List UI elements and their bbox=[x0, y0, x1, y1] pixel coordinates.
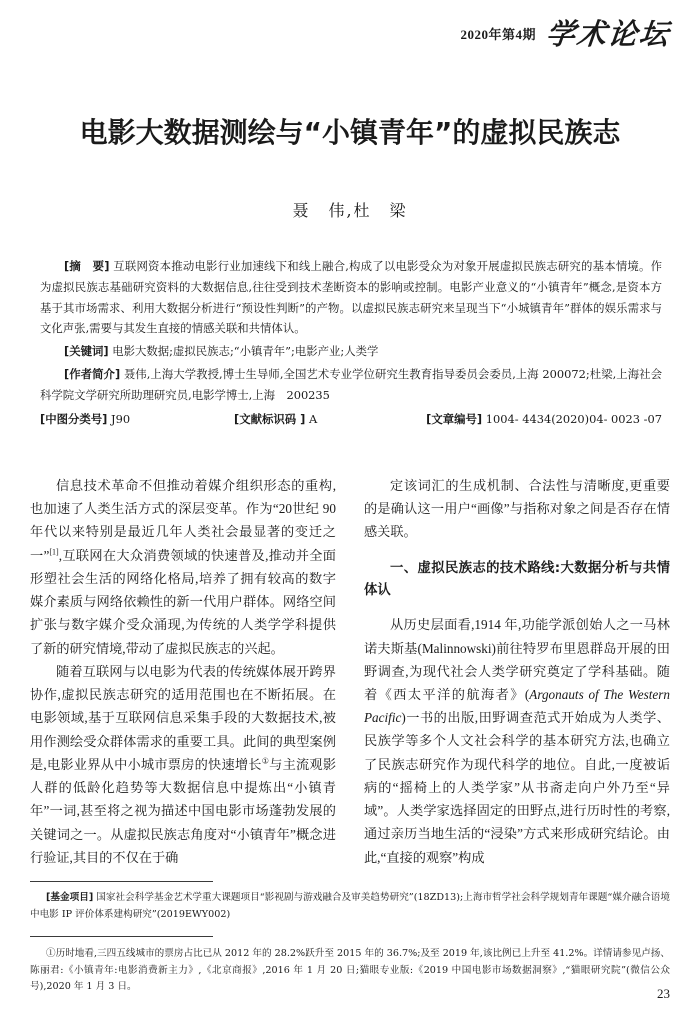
clc-label: [中图分类号] bbox=[40, 412, 108, 427]
paragraph bbox=[30, 474, 336, 660]
funding-text: 国家社会科学基金艺术学重大课题项目“影视剧与游戏融合及审美趋势研究”(18ZD13);上海市哲学社会科学规划青年课题“媒介融合语境中电影 IP 评价体系建构研究”(2019EWY002) bbox=[30, 892, 670, 920]
front-matter bbox=[40, 256, 662, 430]
abstract-text: 互联网资本推动电影行业加速线下和线上融合,构成了以电影受众为对象开展虚拟民族志研究的基本情境。作为虚拟民族志基础研究资料的大数据信息,往往受到技术垄断资本的影响或控制。电影产业意义的“小镇青年”概念,是资本方基于其市场需求、利用大数据分析进行“预设性判断”的产物。以虚拟民族志研究来呈现当下“小城镇青年”群体的娱乐需求与文化声张,需要与其发生直接的情感关联和共情体认。 bbox=[40, 259, 663, 336]
page-number: 23 bbox=[657, 986, 670, 1001]
paragraph-text-cont: ,互联网在大众消费领域的快速普及,推动并全面形塑社会生活的网络化格局,培养了拥有较高的数字媒介素质与网络依赖性的新一代用户群体。网络空间扩张与数字媒介受众涌现,为传统的人类学学科提供了新的研究情境,带动了虚拟民族志的兴起。 bbox=[30, 547, 336, 656]
keywords-block bbox=[40, 341, 662, 362]
abstract-label: [摘 要] bbox=[64, 259, 110, 273]
page-title: 电影大数据测绘与“小镇青年”的虚拟民族志 bbox=[79, 116, 621, 149]
clc-value: J90 bbox=[111, 412, 131, 427]
issue-line: 2020年第4期 bbox=[460, 27, 536, 42]
classification-codes bbox=[40, 409, 662, 430]
keywords-text: 电影大数据;虚拟民族志;“小镇青年”;电影产业;人类学 bbox=[112, 344, 379, 358]
section-heading: 一、虚拟民族志的技术路线:大数据分析与共情体认 bbox=[364, 560, 670, 599]
paragraph-text-cont: 与主流观影人群的低龄化趋势等大数据信息中提炼出“小镇青年”一词,甚至将之视为描述中国电影市场蓬勃发展的关键词之一。从虚拟民族志角度对“小镇青年”概念进行验证,其目的不仅在于确 bbox=[30, 756, 337, 865]
journal-logo: 学术论坛 bbox=[544, 17, 672, 51]
note-separator-rule bbox=[30, 936, 213, 937]
author-info-text: 聂伟,上海大学教授,博士生导师,全国艺术专业学位研究生教育指导委员会委员,上海 200072;杜梁,上海社会科学院文学研究所助理研究员,电影学博士,上海 200235 bbox=[40, 366, 662, 402]
body-columns bbox=[30, 474, 670, 874]
document-code bbox=[234, 409, 426, 430]
funding-separator-rule bbox=[30, 881, 213, 882]
article-number-label: [文章编号] bbox=[426, 412, 483, 427]
article-number-value: 1004- 4434(2020)04- 0023 -07 bbox=[485, 412, 662, 427]
paragraph-text: 信息技术革命不但推动着媒介组织形态的重构,也加速了人类生活方式的深层变革。作为“20世纪 90 年代以来特别是最近几年人类社会最显著的变迁之一” bbox=[30, 478, 336, 563]
paragraph-text: 定该词汇的生成机制、合法性与清晰度,更重要的是确认这一用户“画像”与指称对象之间是否存在情感关联。 bbox=[364, 478, 670, 540]
paragraph-text: 从历史层面看,1914 年,功能学派创始人之一马林诺夫斯基(Malinnowski)前往特罗布里恩群岛开展的田野调查,为现代社会人类学研究奠定了学科基础。随着《西太平洋的航海者》( bbox=[364, 617, 670, 702]
paragraph bbox=[30, 660, 336, 869]
paragraph-text-cont: )一书的出版,田野调查范式开始成为人类学、民族学等多个人文社会科学的基本研究方法,也确立了民族志研究作为现代科学的地位。自此,一度被诟病的“摇椅上的人类学家”从书斋走向户外乃至“异域”。人类学家选择固定的田野点,进行历时性的考察,通过亲历当地生活的“浸染”方式来形成研究结论。由此,“直接的观察”构成 bbox=[364, 710, 670, 865]
clc-code bbox=[40, 409, 234, 430]
abstract-block bbox=[40, 256, 662, 339]
funding-footnote bbox=[30, 890, 670, 923]
left-column bbox=[30, 474, 336, 874]
authors-line: 聂 伟,杜 梁 bbox=[292, 201, 408, 220]
author-info-label: [作者简介] bbox=[64, 366, 121, 381]
footnote-marker: ① bbox=[261, 756, 270, 766]
masthead bbox=[460, 17, 672, 51]
document-code-label: [文献标识码 ] bbox=[234, 412, 306, 427]
paragraph bbox=[364, 474, 670, 544]
paragraph-text: 随着互联网与以电影为代表的传统媒体展开跨界协作,虚拟民族志研究的适用范围也在不断拓展。在电影领域,基于互联网信息采集手段的大数据技术,被用作测绘受众群体需求的重要工具。此间的典型案例是,电影业界从中小城市票房的快速增长 bbox=[30, 663, 336, 772]
paragraph bbox=[364, 613, 670, 869]
reference-marker: [1] bbox=[49, 547, 59, 557]
article-number bbox=[426, 409, 662, 430]
numbered-footnote: ①历时地看,三四五线城市的票房占比已从 2012 年的 28.2%跃升至 2015 年的 36.7%;及至 2019 年,该比例已上升至 41.2%。详情请参见卢扬、陈丽君:《小镇青年:电影消费新主力》,《北京商报》,2016 年 1 月 20 日;猫眼专业版:《2019 中国电影市场数据洞察》,“猫眼研究院”(微信公众号),2020 年 1 月 3 日。 bbox=[30, 948, 670, 992]
book-title-italic: Argonauts of bbox=[529, 686, 599, 702]
funding-label: [基金项目] bbox=[46, 892, 94, 903]
keywords-label: [关键词] bbox=[64, 344, 109, 358]
right-column bbox=[364, 474, 670, 874]
author-info-block bbox=[40, 364, 662, 406]
document-code-value: A bbox=[308, 412, 318, 427]
book-title-italic-cont: The Western Pacific bbox=[364, 686, 670, 726]
